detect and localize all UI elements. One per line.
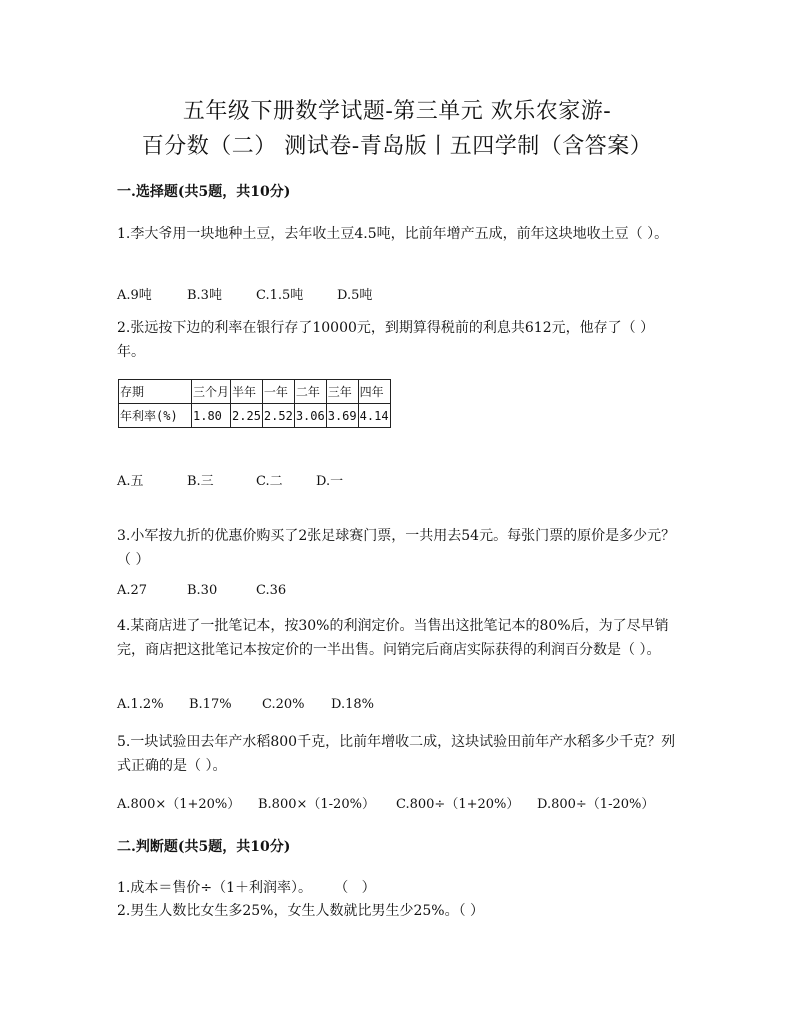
option-a: A.五 [117,474,144,489]
option-c: C.1.5吨 [256,288,304,303]
question-1-options [117,284,372,303]
option-a: A.1.2% [117,697,164,712]
option-c: C.800÷（1+20%） [396,797,520,812]
option-b: B.3吨 [187,288,222,303]
table-cell: 3.06 [294,404,326,428]
option-c: C.36 [256,583,287,598]
table-cell: 2.52 [262,404,294,428]
table-cell: 存期 [119,380,192,404]
table-cell: 1.80 [192,404,231,428]
question-5-options [117,793,654,812]
table-cell: 二年 [294,380,326,404]
table-cell: 四年 [358,380,390,404]
table-cell: 3.69 [326,404,358,428]
table-header-row [119,380,391,404]
option-d: D.一 [316,474,344,489]
option-d: D.800÷（1-20%） [537,797,655,812]
table-cell: 三个月 [192,380,231,404]
question-4: 4.某商店进了一批笔记本，按30%的利润定价。当售出这批笔记本的80%后，为了尽早销完，商店把这批笔记本按定价的一半出售。问销完后商店实际获得的利润百分数是（ ）。 [117,618,669,658]
option-a: A.800×（1+20%） [117,797,241,812]
option-a: A.9吨 [117,288,152,303]
judgement-2: 2.男生人数比女生多25%，女生人数就比男生少25%。（ ） [117,903,485,919]
table-cell: 年利率(%) [119,404,192,428]
question-5: 5.一块试验田去年产水稻800千克，比前年增收二成，这块试验田前年产水稻多少千克？列式正确的是（ ）。 [117,734,676,774]
table-cell: 2.25 [231,404,263,428]
option-c: C.二 [256,474,283,489]
section-heading-judgement: 二.判断题(共5题，共10分) [117,839,291,855]
question-2: 2.张远按下边的利率在银行存了10000元，到期算得税前的利息共612元，他存了（ ）年。 [117,320,655,360]
section-heading-choice: 一.选择题(共5题，共10分) [117,184,291,200]
option-b: B.三 [187,474,214,489]
option-b: B.17% [189,697,232,712]
question-3: 3.小军按九折的优惠价购买了2张足球赛门票，一共用去54元。每张门票的原价是多少元？（ ） [117,528,676,568]
question-3-options [117,583,286,598]
interest-rate-table [118,379,391,428]
page-title-line1: 五年级下册数学试题-第三单元 欢乐农家游- [182,99,612,124]
table-row [119,404,391,428]
table-cell: 一年 [262,380,294,404]
question-2-options [117,470,343,489]
option-d: D.5吨 [337,288,373,303]
table-cell: 4.14 [358,404,390,428]
question-1: 1.李大爷用一块地种土豆，去年收土豆4.5吨，比前年增产五成，前年这块地收土豆（ ）。 [117,226,669,242]
option-b: B.800×（1-20%） [258,797,375,812]
page-title-line2: 百分数（二） 测试卷-青岛版丨五四学制（含答案） [141,134,653,159]
option-c: C.20% [262,697,305,712]
judgement-1: 1.成本＝售价÷（1＋利润率）。 （ ） [117,880,376,896]
option-b: B.30 [187,583,218,598]
table-cell: 半年 [231,380,263,404]
question-4-options [117,697,374,712]
option-d: D.18% [331,697,374,712]
option-a: A.27 [117,583,148,598]
table-cell: 三年 [326,380,358,404]
